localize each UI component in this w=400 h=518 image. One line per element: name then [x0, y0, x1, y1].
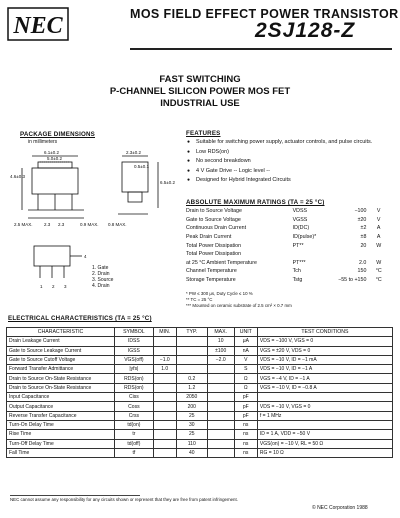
elec-cell: VGS(off) — [115, 355, 154, 364]
elec-cell: RDS(on) — [115, 383, 154, 392]
elec-cell: VDS = −10 V, ID = −1 A — [257, 365, 392, 374]
elec-cell: Input Capacitance — [7, 393, 115, 402]
abs-max-row — [186, 259, 391, 268]
elec-cell: |yfs| — [115, 365, 154, 374]
elec-cell — [207, 383, 234, 392]
pin-legend-item: 1. Gate — [92, 265, 109, 271]
pin-legend-item: 3. Source — [92, 277, 114, 283]
svg-text:1: 1 — [40, 284, 43, 289]
elec-cell: V — [234, 355, 257, 364]
abs-value: −100 — [354, 208, 367, 215]
elec-cell — [153, 393, 176, 402]
elec-cell: VGS(on) = −10 V, RL = 50 Ω — [257, 439, 392, 448]
elec-cell: 10 — [207, 337, 234, 346]
elec-cell: Forward Transfer Admittance — [7, 365, 115, 374]
elec-cell: Turn-Off Delay Time — [7, 439, 115, 448]
abs-unit: W — [376, 242, 382, 249]
elec-cell: pF — [234, 411, 257, 420]
elec-cell: RDS(on) — [115, 374, 154, 383]
elec-cell: nA — [234, 346, 257, 355]
elec-cell: ns — [234, 439, 257, 448]
abs-label: at 25 °C Ambient Temperature — [186, 259, 257, 266]
elec-cell — [153, 420, 176, 429]
elec-cell — [207, 365, 234, 374]
elec-cell: ns — [234, 430, 257, 439]
elec-cell: 30 — [176, 420, 207, 429]
elec-cell: Ω — [234, 383, 257, 392]
abs-unit: A — [376, 234, 381, 241]
part-number: 2SJ128-Z — [255, 19, 356, 42]
elec-cell: 200 — [176, 402, 207, 411]
elec-cell: 1.2 — [176, 383, 207, 392]
elec-cell: Drain Leakage Current — [7, 337, 115, 346]
svg-text:2: 2 — [52, 284, 55, 289]
abs-value: ±20 — [357, 216, 367, 223]
abs-value: 20 — [360, 242, 367, 249]
elec-cell — [153, 337, 176, 346]
abs-max-row — [186, 276, 391, 285]
features-heading: FEATURES — [186, 130, 221, 137]
elec-cell: Reverse Transfer Capacitance — [7, 411, 115, 420]
elec-cell — [207, 411, 234, 420]
elec-row — [7, 374, 393, 383]
pin-legend — [92, 265, 113, 289]
subtitle-block — [0, 74, 400, 110]
elec-cell — [153, 346, 176, 355]
elec-cell — [207, 374, 234, 383]
elec-cell — [176, 365, 207, 374]
elec-cell: 110 — [176, 439, 207, 448]
elec-cell — [176, 355, 207, 364]
elec-cell — [153, 374, 176, 383]
elec-cell: S — [234, 365, 257, 374]
note: *** Mounted on ceramic substrate of 2.5 cm² × 0.7 mm — [186, 303, 292, 308]
elec-cell: ID = 1 A, VDD = −50 V — [257, 430, 392, 439]
elec-column-header: MIN. — [153, 328, 176, 337]
abs-max-row — [186, 233, 391, 242]
elec-cell: VGS = −4 V, ID = −1 A — [257, 374, 392, 383]
elec-cell: tf — [115, 448, 154, 457]
pin-legend-item: 4. Drain — [92, 283, 110, 289]
elec-cell — [153, 430, 176, 439]
elec-cell: VDS = −10 V, ID = −1 mA — [257, 355, 392, 364]
abs-max-heading: ABSOLUTE MAXIMUM RATINGS (TA = 25 °C) — [186, 199, 325, 206]
elec-cell: 1.0 — [153, 365, 176, 374]
elec-cell: 0.2 — [176, 374, 207, 383]
abs-value: ±2 — [360, 225, 367, 232]
svg-text:2.3: 2.3 — [58, 222, 65, 227]
elec-cell: VDS = −100 V, VGS = 0 — [257, 337, 392, 346]
elec-row — [7, 420, 393, 429]
abs-max-notes — [186, 291, 391, 309]
elec-cell: Output Capacitance — [7, 402, 115, 411]
svg-text:0.5±0.1: 0.5±0.1 — [134, 164, 149, 169]
feature-item: ● No second breakdown — [186, 157, 391, 166]
elec-cell: td(off) — [115, 439, 154, 448]
feature-item: ● Suitable for switching power supply, actuator controls, and pulse circuits. — [186, 139, 391, 146]
abs-value: 150 — [357, 268, 367, 275]
pin-legend-item: 2. Drain — [92, 271, 110, 277]
abs-max-row — [186, 267, 391, 276]
document-title: MOS FIELD EFFECT POWER TRANSISTOR — [130, 7, 399, 21]
abs-max-table — [186, 207, 391, 284]
subtitle-line-1: FAST SWITCHING — [159, 74, 241, 85]
abs-label: Peak Drain Current — [186, 234, 232, 241]
elec-table — [6, 327, 393, 458]
abs-max-row — [186, 224, 391, 233]
abs-label: Total Power Dissipation — [186, 251, 242, 258]
elec-cell: Coss — [115, 402, 154, 411]
elec-cell: IGSS — [115, 346, 154, 355]
abs-symbol: VDSS — [292, 208, 308, 215]
nec-logo — [7, 6, 69, 42]
elec-row — [7, 439, 393, 448]
header-rule — [130, 48, 392, 50]
svg-text:4.6±0.3: 4.6±0.3 — [10, 174, 25, 179]
abs-label: Storage Temperature — [186, 277, 236, 284]
elec-row — [7, 337, 393, 346]
svg-text:2.5 MAX.: 2.5 MAX. — [14, 222, 33, 227]
abs-symbol — [293, 250, 330, 259]
abs-value — [330, 250, 367, 259]
package-heading: PACKAGE DIMENSIONS — [20, 131, 95, 138]
elec-cell: ns — [234, 420, 257, 429]
abs-unit: V — [376, 208, 381, 215]
elec-cell — [153, 439, 176, 448]
elec-column-header: TYP. — [176, 328, 207, 337]
elec-row — [7, 365, 393, 374]
elec-cell: VGS = ±20 V, VDS = 0 — [257, 346, 392, 355]
svg-text:2.3: 2.3 — [44, 222, 51, 227]
elec-cell: ns — [234, 448, 257, 457]
elec-cell: Drain to Source On-State Resistance — [7, 374, 115, 383]
svg-text:NEC: NEC — [13, 13, 63, 39]
elec-cell: VDS = −10 V, VGS = 0 — [257, 402, 392, 411]
elec-cell — [153, 402, 176, 411]
abs-unit: °C — [375, 268, 382, 275]
svg-text:0.9 MAX.: 0.9 MAX. — [80, 222, 99, 227]
elec-row — [7, 430, 393, 439]
elec-cell — [153, 383, 176, 392]
abs-label: Total Power Dissipation — [186, 242, 242, 249]
elec-cell: −2.0 — [207, 355, 234, 364]
elec-cell — [207, 420, 234, 429]
abs-value: ±8 — [360, 234, 367, 241]
subtitle-line-3: INDUSTRIAL USE — [160, 98, 240, 109]
elec-cell — [207, 402, 234, 411]
elec-cell: td(on) — [115, 420, 154, 429]
abs-max-row — [186, 207, 391, 216]
elec-cell — [257, 420, 392, 429]
abs-unit: W — [376, 259, 382, 266]
elec-cell: RG = 10 Ω — [257, 448, 392, 457]
features-list — [186, 139, 391, 186]
disclaimer: NEC cannot assume any responsibility for any circuits shown or represent that they are free from patent infringement. — [10, 497, 238, 502]
elec-column-header: TEST CONDITIONS — [257, 328, 392, 337]
elec-cell: Gate to Source Cutoff Voltage — [7, 355, 115, 364]
abs-value: 2.0 — [359, 259, 367, 266]
elec-cell: 25 — [176, 430, 207, 439]
elec-cell — [207, 430, 234, 439]
package-unit: in millimeters — [28, 139, 58, 145]
subtitle-line-2: P-CHANNEL SILICON POWER MOS FET — [109, 86, 291, 97]
elec-cell: Ω — [234, 374, 257, 383]
svg-text:6.1±0.2: 6.1±0.2 — [44, 150, 59, 155]
elec-cell: Crss — [115, 411, 154, 420]
elec-cell — [207, 448, 234, 457]
elec-cell: VGS = −10 V, ID = −0.8 A — [257, 383, 392, 392]
elec-cell: Rise Time — [7, 430, 115, 439]
footer-rule — [10, 495, 140, 496]
elec-cell: ±100 — [207, 346, 234, 355]
elec-row — [7, 448, 393, 457]
svg-text:2.3±0.2: 2.3±0.2 — [126, 150, 141, 155]
elec-cell: μA — [234, 337, 257, 346]
elec-row — [7, 355, 393, 364]
elec-cell — [207, 393, 234, 402]
elec-row — [7, 346, 393, 355]
elec-cell: Ciss — [115, 393, 154, 402]
abs-label: Continuous Drain Current — [186, 225, 247, 232]
svg-text:4: 4 — [84, 254, 87, 259]
abs-symbol: PT** — [292, 242, 304, 249]
abs-unit: V — [376, 216, 381, 223]
elec-row — [7, 402, 393, 411]
abs-max-row — [186, 241, 391, 250]
abs-symbol: Tch — [292, 268, 301, 275]
abs-symbol: PT*** — [292, 259, 306, 266]
elec-cell — [257, 393, 392, 402]
feature-item: ● Designed for Hybrid Integrated Circuits — [186, 176, 391, 185]
abs-symbol: ID(DC) — [292, 225, 310, 232]
elec-cell: 40 — [176, 448, 207, 457]
elec-cell: Gate to Source Leakage Current — [7, 346, 115, 355]
elec-cell: Fall Time — [7, 448, 115, 457]
feature-item: ● 4 V Gate Drive -- Logic level -- — [186, 167, 391, 176]
elec-cell — [153, 411, 176, 420]
elec-cell: −1.0 — [153, 355, 176, 364]
elec-cell — [207, 439, 234, 448]
abs-symbol: VGSS — [292, 216, 308, 223]
elec-cell: tr — [115, 430, 154, 439]
elec-cell: 25 — [176, 411, 207, 420]
abs-symbol: Tstg — [292, 277, 303, 284]
abs-max-row — [186, 250, 391, 259]
elec-cell: IDSS — [115, 337, 154, 346]
abs-value: −55 to +150 — [338, 277, 367, 284]
elec-cell — [176, 346, 207, 355]
elec-heading: ELECTRICAL CHARACTERISTICS (TA = 25 °C) — [8, 315, 152, 322]
elec-cell: pF — [234, 402, 257, 411]
abs-label: Gate to Source Voltage — [186, 216, 241, 223]
abs-unit: A — [376, 225, 381, 232]
elec-column-header: UNIT — [234, 328, 257, 337]
abs-label: Channel Temperature — [186, 268, 237, 275]
elec-cell: f = 1 MHz — [257, 411, 392, 420]
elec-cell: 2050 — [176, 393, 207, 402]
elec-cell — [153, 448, 176, 457]
elec-cell — [176, 337, 207, 346]
abs-max-row — [186, 216, 391, 225]
abs-label: Drain to Source Voltage — [186, 208, 242, 215]
elec-column-header: MAX. — [207, 328, 234, 337]
svg-text:6.5±0.2: 6.5±0.2 — [160, 180, 175, 185]
elec-cell: Turn-On Delay Time — [7, 420, 115, 429]
elec-cell: Drain to Source On-State Resistance — [7, 383, 115, 392]
note: ** TC = 25 °C — [186, 297, 213, 302]
svg-text:5.0±0.2: 5.0±0.2 — [47, 156, 62, 161]
elec-column-header: SYMBOL — [115, 328, 154, 337]
elec-cell: pF — [234, 393, 257, 402]
elec-row — [7, 393, 393, 402]
abs-unit: °C — [375, 277, 382, 284]
copyright: © NEC Corporation 1988 — [312, 505, 368, 511]
abs-unit — [366, 250, 391, 259]
svg-text:3: 3 — [64, 284, 67, 289]
abs-symbol: ID(pulse)* — [292, 234, 317, 241]
elec-column-header: CHARACTERISTIC — [7, 328, 115, 337]
feature-item: ● Low RDS(on) — [186, 148, 391, 157]
note: * PW ≤ 300 μs, Duty Cycle ≤ 10 % — [186, 291, 253, 296]
elec-row — [7, 411, 393, 420]
elec-row — [7, 383, 393, 392]
svg-text:0.8 MAX.: 0.8 MAX. — [108, 222, 127, 227]
